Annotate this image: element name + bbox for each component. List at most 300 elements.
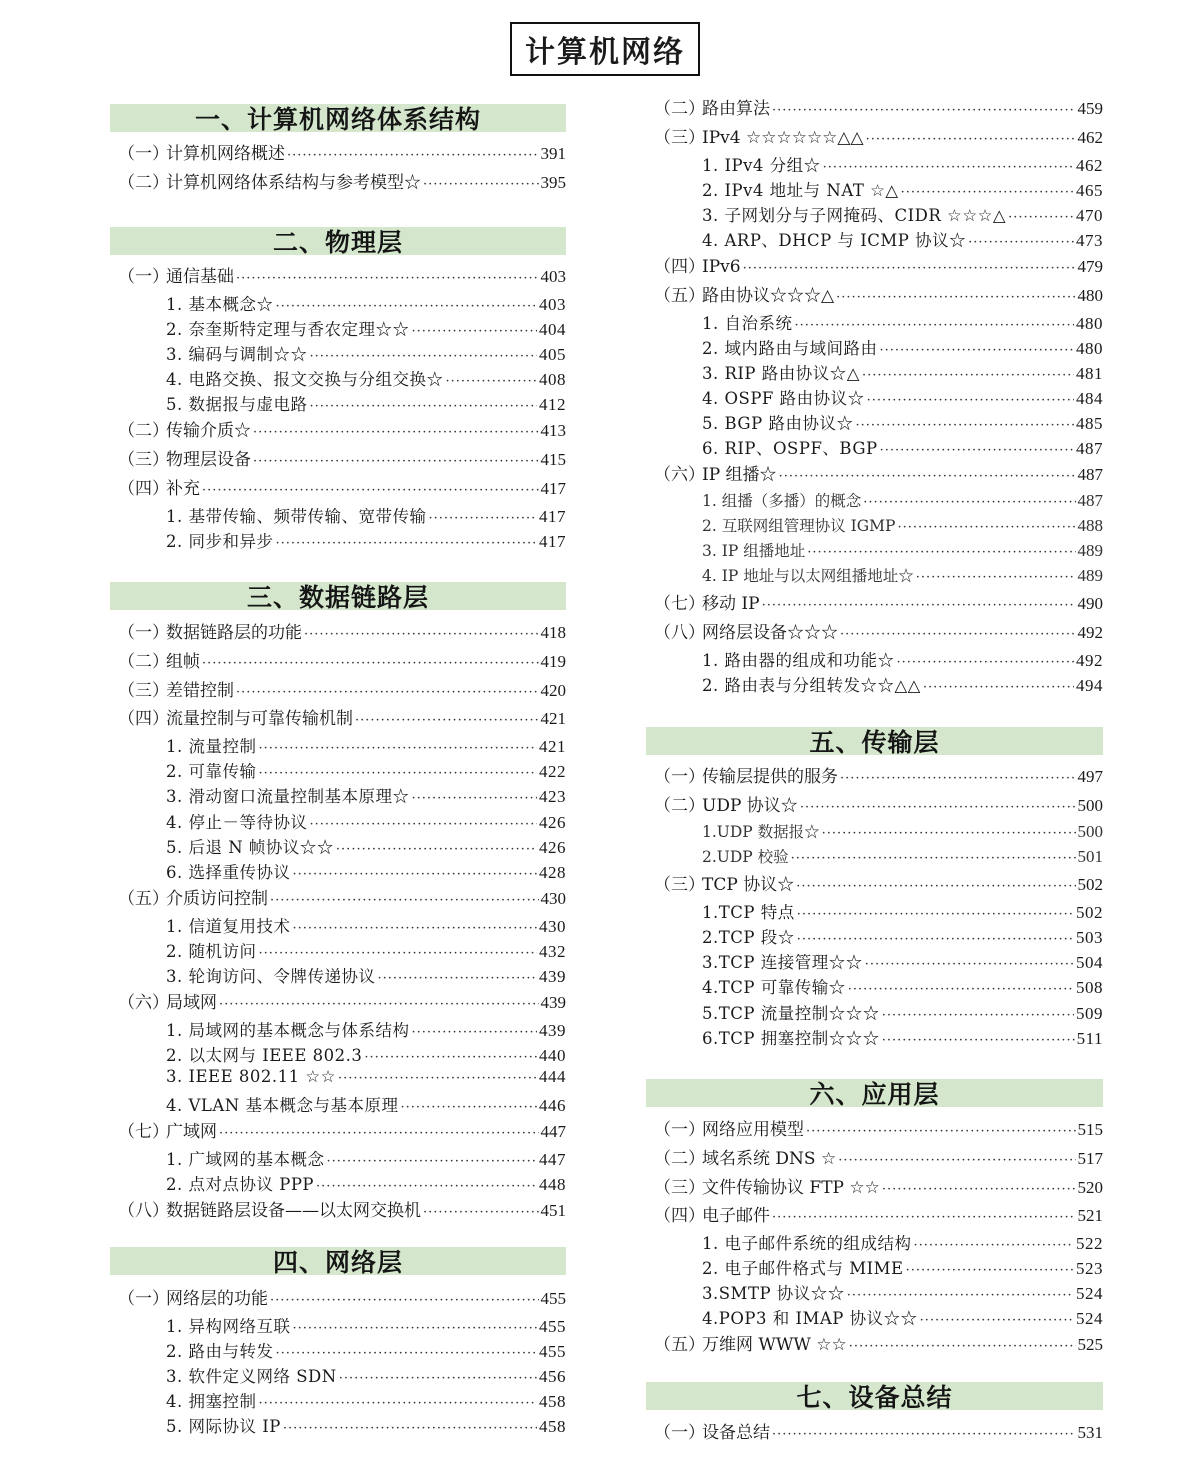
dot-leader — [800, 800, 1076, 815]
toc-entry[interactable] — [702, 152, 1103, 176]
toc-entry[interactable] — [166, 528, 566, 552]
entry-title: 5.TCP 流量控制☆☆☆ — [702, 1004, 880, 1023]
dot-leader — [253, 425, 539, 440]
entry-page-number: 500 — [1077, 796, 1103, 815]
toc-entry[interactable] — [702, 949, 1103, 973]
toc-entry[interactable] — [166, 1092, 566, 1116]
entry-marker: （六） — [654, 465, 705, 485]
toc-entry[interactable] — [118, 445, 566, 470]
dot-leader — [293, 921, 538, 936]
entry-page-number: 422 — [539, 762, 566, 781]
toc-entry[interactable] — [166, 503, 566, 527]
entry-page-number: 415 — [540, 450, 566, 469]
toc-entry[interactable] — [654, 870, 1103, 895]
toc-entry[interactable] — [702, 1255, 1103, 1279]
entry-page-number: 487 — [1077, 465, 1103, 484]
entry-title: 2. 电子邮件格式与 MIME — [702, 1259, 904, 1278]
dot-leader — [283, 1421, 537, 1436]
entry-title: 2. 奈奎斯特定理与香农定理☆☆ — [166, 320, 410, 339]
entry-marker: （三） — [654, 128, 705, 148]
toc-entry[interactable] — [702, 564, 1103, 586]
toc-entry[interactable] — [118, 676, 566, 701]
entry-marker: （二） — [118, 173, 169, 193]
toc-entry[interactable] — [118, 988, 566, 1013]
entry-marker: （六） — [118, 993, 169, 1013]
entry-page-number: 501 — [1077, 847, 1103, 866]
toc-entry[interactable] — [118, 139, 566, 164]
entry-page-number: 489 — [1077, 566, 1103, 585]
entry-page-number: 405 — [539, 345, 566, 364]
entry-title: 6. 选择重传协议 — [166, 863, 291, 882]
entry-page-number: 487 — [1077, 491, 1103, 510]
dot-leader — [916, 570, 1076, 585]
entry-title: 2.TCP 段☆ — [702, 928, 795, 947]
dot-leader — [253, 454, 539, 469]
entry-page-number: 426 — [539, 838, 566, 857]
entry-title: 6. RIP、OSPF、BGP — [702, 439, 878, 458]
dot-leader — [336, 842, 537, 857]
entry-page-number: 455 — [539, 1342, 566, 1361]
section-header: 四、网络层 — [110, 1247, 566, 1275]
entry-marker: （四） — [118, 709, 169, 729]
entry-title: 5. 网际协议 IP — [166, 1417, 281, 1436]
page-title: 计算机网络 — [510, 22, 700, 76]
dot-leader — [914, 1238, 1075, 1253]
dot-leader — [822, 826, 1076, 841]
entry-title: 2. 可靠传输 — [166, 762, 257, 781]
entry-page-number: 524 — [1076, 1309, 1103, 1328]
toc-entry[interactable] — [702, 227, 1103, 251]
entry-marker: （七） — [118, 1122, 169, 1142]
entry-title: 1. 自治系统 — [702, 314, 793, 333]
dot-leader — [236, 685, 539, 700]
dot-leader — [906, 1263, 1074, 1278]
toc-entry[interactable] — [166, 733, 566, 757]
dot-leader — [270, 893, 539, 908]
entry-page-number: 485 — [1076, 414, 1103, 433]
entry-page-number: 517 — [1077, 1149, 1103, 1168]
entry-title: 路由算法 — [702, 99, 770, 119]
dot-leader — [270, 1293, 539, 1308]
toc-entry[interactable] — [166, 963, 566, 987]
entry-title: 2. 互联网组管理协议 IGMP — [702, 517, 896, 535]
entry-title: 传输层提供的服务 — [702, 767, 838, 787]
dot-leader — [897, 520, 1075, 535]
toc-entry[interactable] — [166, 834, 566, 858]
entry-title: 1. 电子邮件系统的组成结构 — [702, 1234, 912, 1253]
dot-leader — [219, 1126, 539, 1141]
entry-marker: （二） — [118, 652, 169, 672]
dot-leader — [923, 680, 1074, 695]
dot-leader — [762, 598, 1076, 613]
entry-title: 3. 子网划分与子网掩码、CIDR ☆☆☆△ — [702, 206, 1007, 225]
entry-title: 广域网 — [166, 1122, 217, 1142]
entry-page-number: 521 — [1077, 1206, 1103, 1225]
entry-title: IPv4 ☆☆☆☆☆☆△△ — [702, 128, 864, 148]
toc-entry[interactable] — [654, 1330, 1103, 1355]
entry-marker: （四） — [118, 479, 169, 499]
entry-page-number: 502 — [1077, 875, 1103, 894]
toc-entry[interactable] — [166, 1363, 566, 1387]
entry-page-number: 522 — [1076, 1234, 1103, 1253]
entry-page-number: 417 — [539, 532, 566, 551]
dot-leader — [423, 1205, 539, 1220]
dot-leader — [293, 867, 538, 882]
toc-entry[interactable] — [702, 1230, 1103, 1254]
entry-title: 组帧 — [166, 652, 200, 672]
entry-page-number: 524 — [1076, 1284, 1103, 1303]
toc-entry[interactable] — [702, 1025, 1103, 1049]
toc-entry[interactable] — [702, 177, 1103, 201]
toc-entry[interactable] — [166, 1171, 566, 1195]
entry-page-number: 494 — [1076, 676, 1103, 695]
entry-title: 路由协议☆☆☆△ — [702, 286, 835, 306]
dot-leader — [849, 1339, 1076, 1354]
toc-entry[interactable] — [166, 366, 566, 390]
entry-marker: （一） — [118, 1289, 169, 1309]
entry-marker: （五） — [654, 286, 705, 306]
entry-page-number: 413 — [540, 421, 566, 440]
dot-leader — [316, 1179, 537, 1194]
entry-marker: （一） — [118, 267, 169, 287]
entry-page-number: 430 — [540, 889, 566, 908]
dot-leader — [968, 235, 1074, 250]
entry-page-number: 459 — [1077, 99, 1103, 118]
dot-leader — [797, 907, 1074, 922]
dot-leader — [901, 185, 1074, 200]
entry-page-number: 488 — [1077, 516, 1103, 535]
dot-leader — [840, 627, 1076, 642]
dot-leader — [882, 1008, 1074, 1023]
entry-page-number: 515 — [1077, 1120, 1103, 1139]
toc-entry[interactable] — [654, 618, 1103, 643]
entry-page-number: 403 — [539, 295, 566, 314]
entry-title: 1. 基带传输、频带传输、宽带传输 — [166, 507, 427, 526]
dot-leader — [807, 545, 1075, 560]
dot-leader — [866, 132, 1076, 147]
entry-marker: （七） — [654, 594, 705, 614]
dot-leader — [823, 160, 1074, 175]
entry-title: 1. IPv4 分组☆ — [702, 156, 821, 175]
toc-entry[interactable] — [702, 974, 1103, 998]
toc-entry[interactable] — [118, 474, 566, 499]
toc-entry[interactable] — [654, 94, 1103, 119]
toc-entry[interactable] — [654, 460, 1103, 485]
toc-entry[interactable] — [654, 1418, 1103, 1443]
entry-page-number: 440 — [539, 1046, 566, 1065]
toc-entry[interactable] — [702, 489, 1103, 511]
entry-title: 移动 IP — [702, 594, 760, 614]
entry-page-number: 481 — [1076, 364, 1103, 383]
entry-title: 2.UDP 校验 — [702, 848, 789, 866]
dot-leader — [863, 495, 1075, 510]
toc-entry[interactable] — [166, 1146, 566, 1170]
entry-title: 4. OSPF 路由协议☆ — [702, 389, 865, 408]
dot-leader — [259, 946, 538, 961]
entry-title: 网络层的功能 — [166, 1289, 268, 1309]
toc-entry[interactable] — [654, 252, 1103, 277]
section-header: 五、传输层 — [646, 727, 1103, 755]
dot-leader — [848, 982, 1074, 997]
dot-leader — [840, 771, 1076, 786]
toc-entry[interactable] — [702, 1000, 1103, 1024]
toc-entry[interactable] — [702, 385, 1103, 409]
toc-entry[interactable] — [166, 1067, 566, 1087]
toc-entry[interactable] — [702, 1280, 1103, 1304]
entry-title: 网络层设备☆☆☆ — [702, 623, 838, 643]
dot-leader — [772, 1427, 1076, 1442]
entry-page-number: 473 — [1076, 231, 1103, 250]
entry-title: 万维网 WWW ☆☆ — [702, 1335, 847, 1355]
toc-entry[interactable] — [702, 514, 1103, 536]
toc-entry[interactable] — [118, 168, 566, 193]
entry-title: 5. BGP 路由协议☆ — [702, 414, 854, 433]
toc-entry[interactable] — [702, 435, 1103, 459]
entry-page-number: 423 — [539, 787, 566, 806]
dot-leader — [355, 713, 539, 728]
entry-page-number: 480 — [1077, 286, 1103, 305]
dot-leader — [364, 1050, 537, 1065]
toc-entry[interactable] — [654, 791, 1103, 816]
entry-title: 5. 后退 N 帧协议☆☆ — [166, 838, 334, 857]
entry-page-number: 430 — [539, 917, 566, 936]
dot-leader — [259, 766, 538, 781]
entry-title: 1. 广域网的基本概念 — [166, 1150, 325, 1169]
entry-marker: （三） — [654, 875, 705, 895]
entry-title: 介质访问控制 — [166, 889, 268, 909]
entry-page-number: 451 — [540, 1201, 566, 1220]
entry-page-number: 418 — [540, 623, 566, 642]
toc-entry[interactable] — [166, 809, 566, 833]
entry-marker: （五） — [118, 889, 169, 909]
entry-title: 流量控制与可靠传输机制 — [166, 709, 353, 729]
toc-entry[interactable] — [702, 672, 1103, 696]
dot-leader — [423, 177, 539, 192]
section-header: 七、设备总结 — [646, 1382, 1103, 1410]
entry-page-number: 492 — [1076, 651, 1103, 670]
entry-title: 1.UDP 数据报☆ — [702, 823, 820, 841]
entry-page-number: 412 — [539, 395, 566, 414]
dot-leader — [446, 374, 538, 389]
entry-page-number: 503 — [1076, 928, 1103, 947]
entry-title: 3. 编码与调制☆☆ — [166, 345, 308, 364]
toc-entry[interactable] — [702, 410, 1103, 434]
entry-page-number: 462 — [1077, 128, 1103, 147]
toc-entry[interactable] — [166, 859, 566, 883]
section-header: 三、数据链路层 — [110, 582, 566, 610]
toc-entry[interactable] — [166, 758, 566, 782]
toc-entry[interactable] — [166, 938, 566, 962]
toc-entry[interactable] — [166, 913, 566, 937]
entry-page-number: 458 — [539, 1417, 566, 1436]
entry-page-number: 432 — [539, 942, 566, 961]
toc-entry[interactable] — [702, 539, 1103, 561]
entry-page-number: 484 — [1076, 389, 1103, 408]
entry-page-number: 426 — [539, 813, 566, 832]
entry-title: 传输介质☆ — [166, 421, 251, 441]
dot-leader — [880, 443, 1074, 458]
entry-title: 数据链路层的功能 — [166, 623, 302, 643]
toc-entry[interactable] — [702, 845, 1103, 867]
toc-entry[interactable] — [166, 1388, 566, 1412]
toc-entry[interactable] — [702, 335, 1103, 359]
entry-title: 3. 轮询访问、令牌传递协议 — [166, 967, 376, 986]
entry-marker: （二） — [118, 421, 169, 441]
entry-page-number: 444 — [539, 1067, 566, 1086]
toc-entry[interactable] — [654, 762, 1103, 787]
dot-leader — [838, 1153, 1075, 1168]
toc-entry[interactable] — [702, 647, 1103, 671]
dot-leader — [276, 536, 538, 551]
entry-page-number: 408 — [539, 370, 566, 389]
entry-title: 计算机网络概述 — [166, 144, 285, 164]
dot-leader — [412, 791, 538, 806]
toc-entry[interactable] — [166, 1313, 566, 1337]
entry-title: 2. IPv4 地址与 NAT ☆△ — [702, 181, 899, 200]
toc-entry[interactable] — [166, 1338, 566, 1362]
entry-page-number: 490 — [1077, 594, 1103, 613]
toc-entry[interactable] — [702, 820, 1103, 842]
toc-entry[interactable] — [166, 1017, 566, 1041]
dot-leader — [327, 1154, 538, 1169]
entry-page-number: 404 — [539, 320, 566, 339]
dot-leader — [310, 399, 538, 414]
toc-entry[interactable] — [166, 1042, 566, 1066]
dot-leader — [310, 349, 538, 364]
dot-leader — [772, 1210, 1076, 1225]
entry-title: 1. 流量控制 — [166, 737, 257, 756]
dot-leader — [796, 879, 1075, 894]
toc-entry[interactable] — [654, 1144, 1103, 1169]
dot-leader — [310, 817, 538, 832]
section-header: 六、应用层 — [646, 1079, 1103, 1107]
toc-entry[interactable] — [118, 416, 566, 441]
toc-entry[interactable] — [166, 291, 566, 315]
entry-title: 2. 域内路由与域间路由 — [702, 339, 878, 358]
entry-page-number: 523 — [1076, 1259, 1103, 1278]
entry-page-number: 395 — [540, 173, 566, 192]
toc-entry[interactable] — [702, 899, 1103, 923]
entry-title: 电子邮件 — [702, 1206, 770, 1226]
entry-page-number: 447 — [539, 1150, 566, 1169]
toc-entry[interactable] — [702, 360, 1103, 384]
entry-title: 数据链路层设备——以太网交换机 — [166, 1201, 421, 1221]
entry-page-number: 421 — [540, 709, 566, 728]
toc-entry[interactable] — [654, 123, 1103, 148]
toc-entry[interactable] — [702, 310, 1103, 334]
entry-page-number: 479 — [1077, 257, 1103, 276]
dot-leader — [806, 1124, 1076, 1139]
dot-leader — [429, 511, 538, 526]
toc-entry[interactable] — [702, 924, 1103, 948]
entry-marker: （二） — [654, 1149, 705, 1169]
entry-page-number: 417 — [540, 479, 566, 498]
entry-page-number: 489 — [1077, 541, 1103, 560]
dot-leader — [865, 957, 1074, 972]
entry-page-number: 525 — [1077, 1335, 1103, 1354]
dot-leader — [779, 469, 1076, 484]
entry-page-number: 462 — [1076, 156, 1103, 175]
entry-page-number: 428 — [539, 863, 566, 882]
entry-marker: （三） — [118, 681, 169, 701]
dot-leader — [412, 324, 538, 339]
toc-entry[interactable] — [654, 1115, 1103, 1140]
dot-leader — [338, 1071, 537, 1086]
entry-page-number: 480 — [1076, 339, 1103, 358]
entry-title: 5. 数据报与虚电路 — [166, 395, 308, 414]
dot-leader — [880, 343, 1075, 358]
dot-leader — [743, 261, 1076, 276]
entry-page-number: 458 — [539, 1392, 566, 1411]
entry-page-number: 465 — [1076, 181, 1103, 200]
entry-page-number: 480 — [1076, 314, 1103, 333]
toc-entry[interactable] — [166, 391, 566, 415]
section-header: 一、计算机网络体系结构 — [110, 104, 566, 132]
entry-page-number: 531 — [1077, 1423, 1103, 1442]
toc-entry[interactable] — [654, 281, 1103, 306]
entry-page-number: 487 — [1076, 439, 1103, 458]
dot-leader — [259, 1396, 538, 1411]
dot-leader — [202, 483, 539, 498]
entry-title: IP 组播☆ — [702, 465, 777, 485]
toc-entry[interactable] — [118, 262, 566, 287]
toc-entry[interactable] — [118, 618, 566, 643]
entry-title: 补充 — [166, 479, 200, 499]
entry-title: 1. 信道复用技术 — [166, 917, 291, 936]
entry-title: 通信基础 — [166, 267, 234, 287]
entry-title: 1. 组播（多播）的概念 — [702, 492, 862, 510]
entry-title: 4. 停止－等待协议 — [166, 813, 308, 832]
toc-entry[interactable] — [702, 1305, 1103, 1329]
dot-leader — [882, 1182, 1076, 1197]
entry-marker: （二） — [654, 99, 705, 119]
entry-title: 1.TCP 特点 — [702, 903, 795, 922]
entry-marker: （五） — [654, 1335, 705, 1355]
dot-leader — [1008, 210, 1074, 225]
entry-title: 4. 电路交换、报文交换与分组交换☆ — [166, 370, 444, 389]
toc-entry[interactable] — [166, 316, 566, 340]
toc-entry[interactable] — [166, 1413, 566, 1437]
dot-leader — [378, 971, 538, 986]
toc-entry[interactable] — [118, 647, 566, 672]
dot-leader — [219, 997, 539, 1012]
entry-title: 4. VLAN 基本概念与基本原理 — [166, 1096, 399, 1115]
toc-entry[interactable] — [118, 1196, 566, 1221]
dot-leader — [293, 1321, 538, 1336]
toc-entry[interactable] — [654, 589, 1103, 614]
toc-entry[interactable] — [166, 783, 566, 807]
toc-entry[interactable] — [654, 1201, 1103, 1226]
dot-leader — [772, 103, 1076, 118]
dot-leader — [836, 290, 1075, 305]
dot-leader — [304, 627, 539, 642]
entry-marker: （三） — [654, 1178, 705, 1198]
toc-entry[interactable] — [166, 341, 566, 365]
toc-entry[interactable] — [702, 202, 1103, 226]
entry-title: 6.TCP 拥塞控制☆☆☆ — [702, 1029, 880, 1048]
entry-page-number: 497 — [1077, 767, 1103, 786]
entry-title: 3.SMTP 协议☆☆ — [702, 1284, 845, 1303]
entry-page-number: 455 — [540, 1289, 566, 1308]
toc-entry[interactable] — [118, 1284, 566, 1309]
toc-entry[interactable] — [118, 1117, 566, 1142]
toc-entry[interactable] — [118, 704, 566, 729]
entry-page-number: 504 — [1076, 953, 1103, 972]
toc-entry[interactable] — [118, 884, 566, 909]
toc-entry[interactable] — [654, 1173, 1103, 1198]
entry-page-number: 508 — [1076, 978, 1103, 997]
entry-title: 1. 异构网络互联 — [166, 1317, 291, 1336]
